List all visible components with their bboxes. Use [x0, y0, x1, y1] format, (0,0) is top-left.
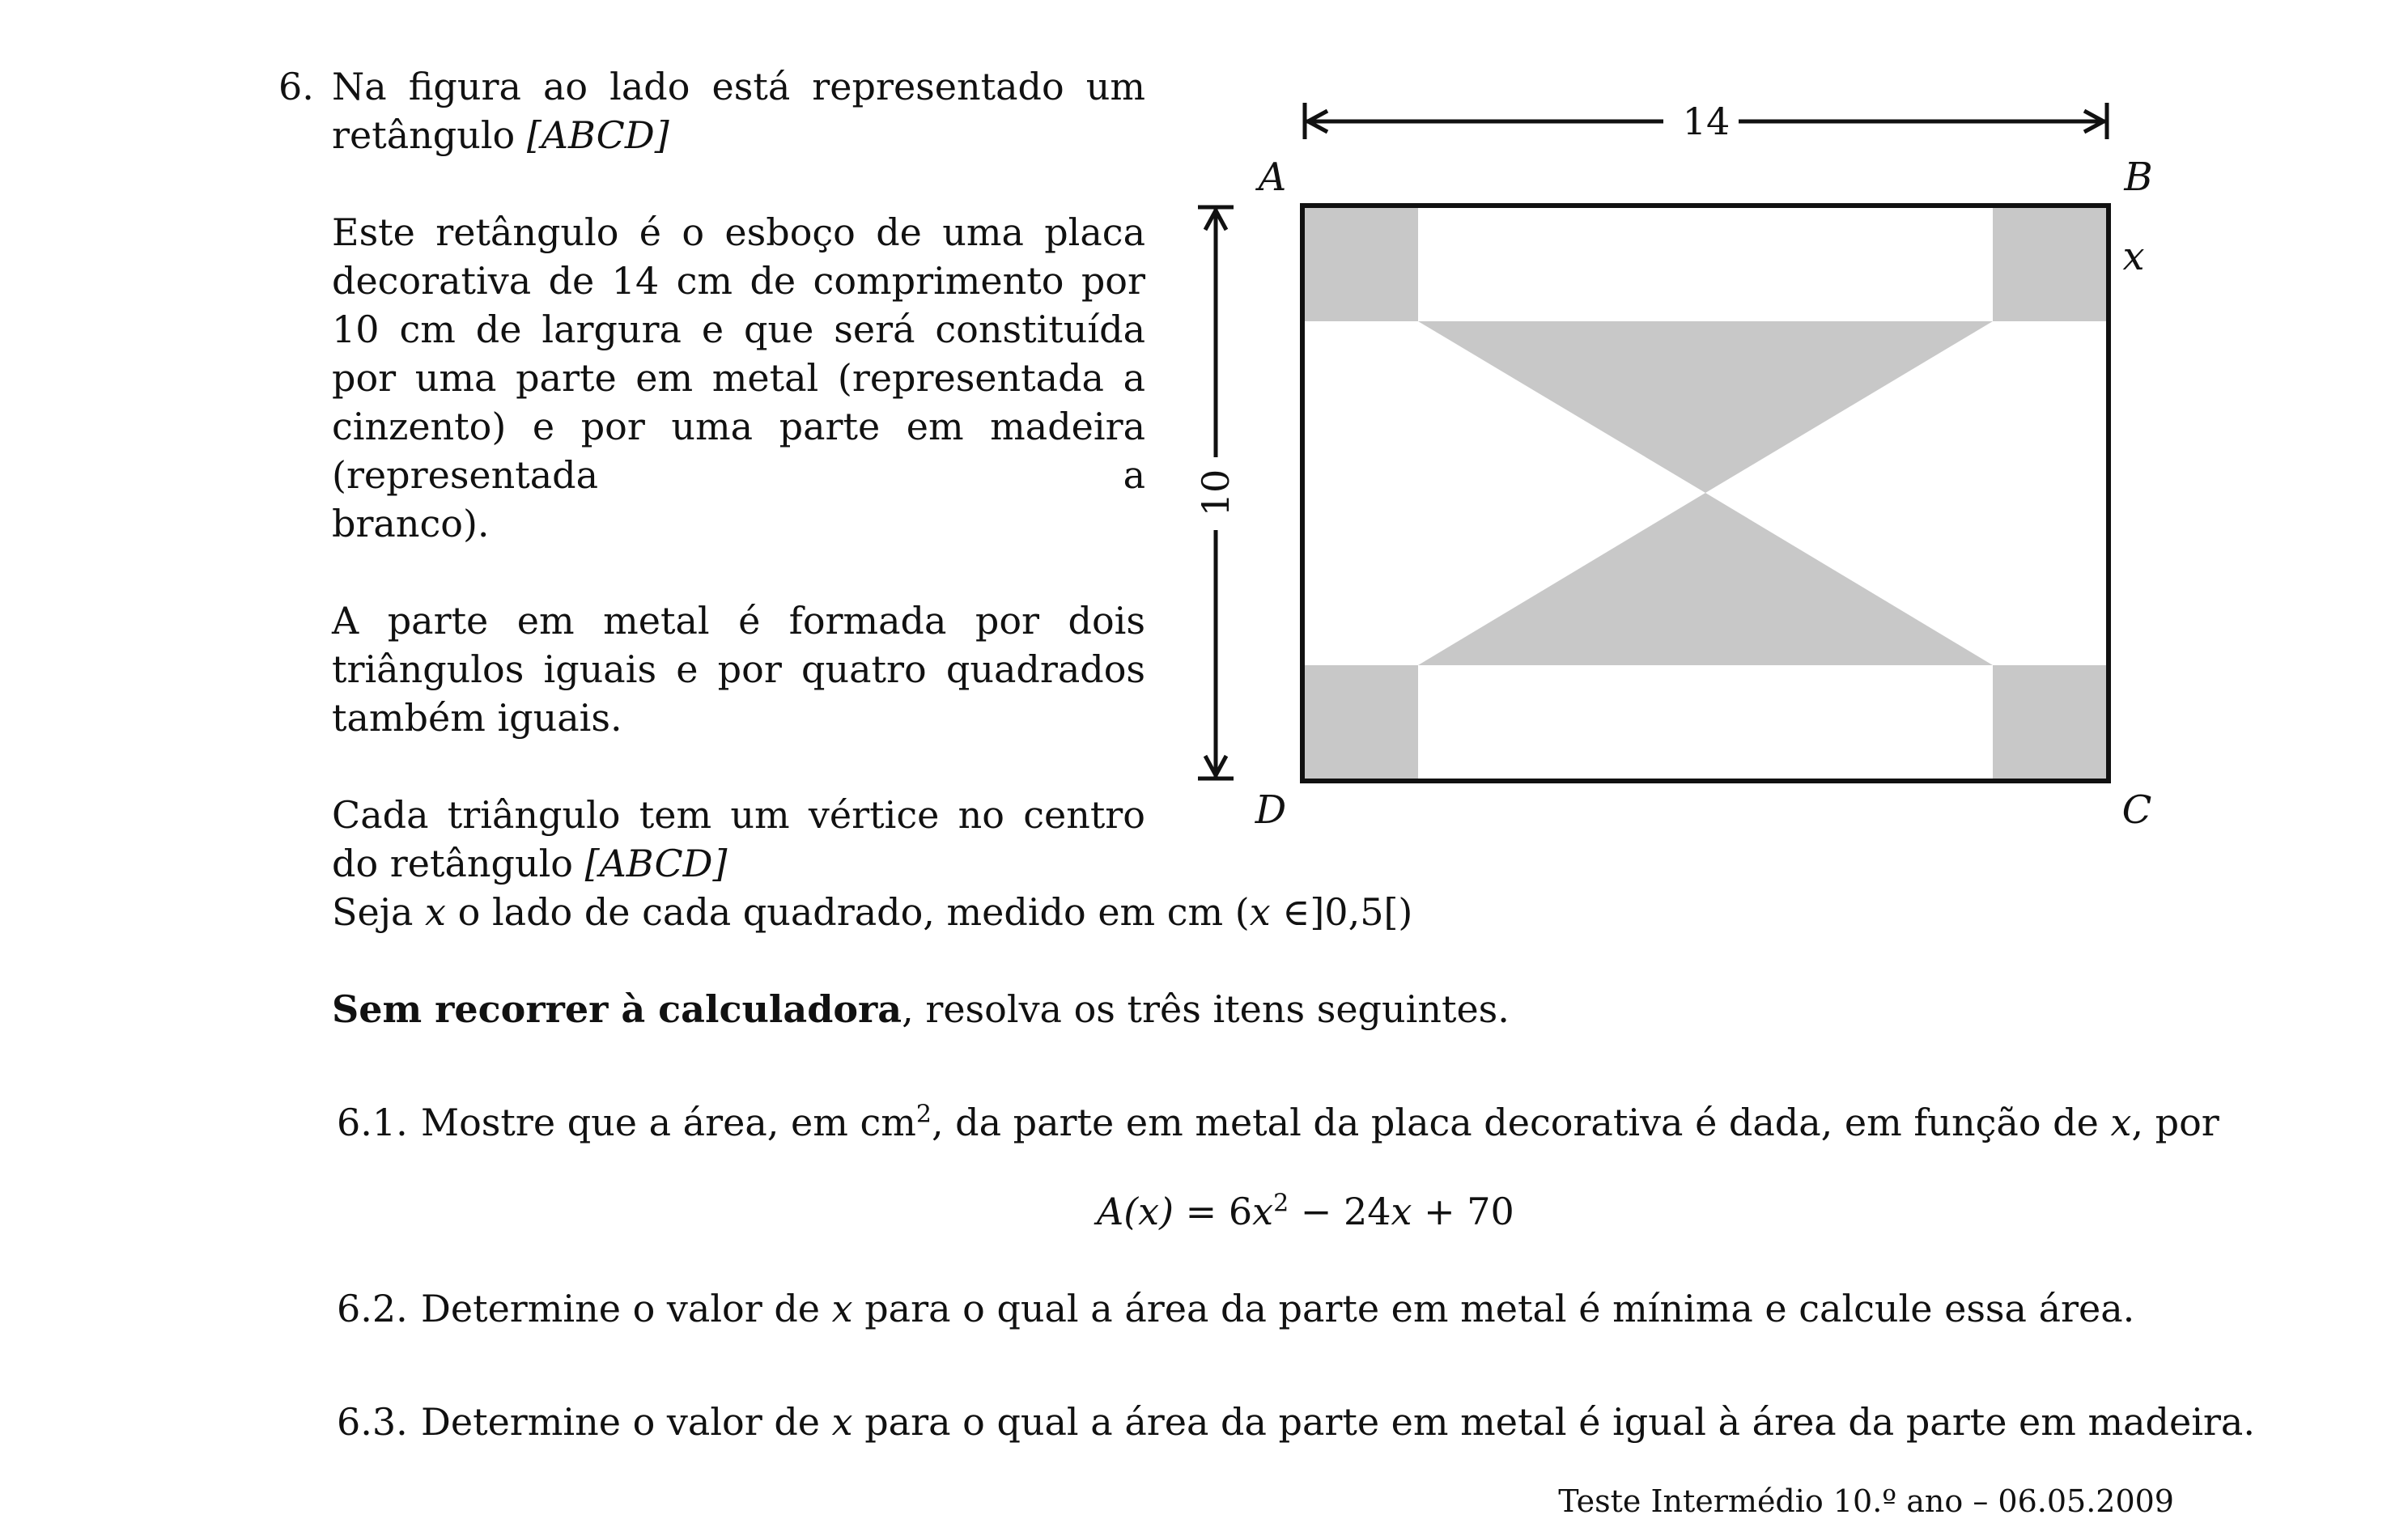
instruction-rest: , resolva os três itens seguintes.: [902, 987, 1510, 1031]
para4-line-1: Cada triângulo tem um vértice no centro: [332, 793, 1145, 837]
item-6-3-number: 6.3.: [337, 1400, 408, 1444]
rectangle-abcd-math: [ABCD]: [526, 113, 669, 157]
formula-rest-1: − 24: [1289, 1190, 1391, 1233]
intro-line-1: Na figura ao lado está representado um: [332, 65, 1145, 108]
formula-eq: = 6: [1174, 1190, 1253, 1233]
page-footer: Teste Intermédio 10.º ano – 06.05.2009: [1558, 1483, 2174, 1519]
item-6-2-text-end: para o qual a área da parte em metal é mínima e calcule essa área.: [852, 1287, 2135, 1330]
para3-line-2: triângulos iguais e por quatro quadrados: [332, 647, 1145, 691]
metal-square-top-left: [1302, 206, 1418, 321]
square-side-label: x: [2122, 234, 2145, 279]
formula-x1: x: [1252, 1190, 1274, 1233]
seja-text-pre: Seja: [332, 890, 426, 934]
para2-line-4: parte em metal (representada a cinzento) e: [332, 356, 1146, 448]
item-6-3-var: x: [831, 1400, 853, 1444]
para3-line-1: A parte em metal é formada por dois: [332, 599, 1145, 643]
area-formula: [1097, 1187, 1514, 1236]
metal-triangle-bottom: [1418, 493, 1993, 665]
item-6-1-text-mid: , da parte em metal da placa decorativa é dada, em função de: [931, 1101, 2111, 1144]
para2-line-6: branco).: [332, 502, 490, 545]
item-6-3-text: [421, 1398, 2255, 1446]
formula-x2: x: [1391, 1190, 1412, 1233]
metal-parts: [1302, 206, 2109, 781]
metal-triangle-top: [1418, 321, 1993, 493]
para2-line-5: por uma parte em madeira (representada a: [332, 405, 1146, 497]
intro-line-2-text: retângulo: [332, 113, 527, 157]
instruction-line: [332, 985, 1510, 1033]
item-6-2-text-pre: Determine o valor de: [421, 1287, 832, 1330]
metal-square-bottom-right: [1993, 665, 2109, 781]
item-6-1-var: x: [2110, 1101, 2132, 1144]
seja-var-2: x: [1249, 890, 1271, 934]
para2-line-3: cm de largura e que será constituída por uma: [332, 308, 1145, 400]
formula-lhs: A(x): [1097, 1190, 1174, 1233]
item-6-2-number: 6.2.: [337, 1287, 408, 1330]
vertex-b-label: B: [2124, 155, 2153, 200]
para3-line-3: também iguais.: [332, 696, 622, 740]
item-6-1-superscript: 2: [915, 1100, 932, 1129]
width-label: 14: [1682, 100, 1731, 143]
metal-square-bottom-left: [1302, 665, 1418, 781]
vertex-d-label: D: [1255, 787, 1287, 833]
question-number: 6.: [278, 65, 314, 108]
item-6-1-text-pre: Mostre que a área, em cm: [421, 1101, 916, 1144]
item-6-1-text-end: , por: [2131, 1101, 2219, 1144]
instruction-bold: Sem recorrer à calculadora: [332, 987, 902, 1031]
item-6-2-text: [421, 1284, 2134, 1333]
para2-line-1: Este retângulo é o esboço de uma placa: [332, 210, 1145, 254]
item-6-1-text: [421, 1098, 2219, 1147]
seja-var: x: [425, 890, 446, 934]
seja-text-mid: o lado de cada quadrado, medido em cm (: [446, 890, 1250, 934]
item-6-3-text-pre: Determine o valor de: [421, 1400, 832, 1444]
item-6-1-number: 6.1.: [337, 1101, 408, 1144]
item-6-2-var: x: [831, 1287, 853, 1330]
rectangle-abcd-math-2: [ABCD]: [584, 842, 728, 885]
height-label: 10: [1194, 469, 1238, 517]
para2-line-2: decorativa de 14 cm de comprimento por 10: [332, 259, 1145, 351]
vertex-c-label: C: [2121, 787, 2152, 833]
formula-superscript: 2: [1273, 1189, 1289, 1218]
seja-text-end: ∈]0,5[): [1270, 890, 1413, 934]
para4-line-2-text: do retângulo: [332, 842, 585, 885]
formula-rest-2: + 70: [1412, 1190, 1514, 1233]
variable-definition: [332, 888, 1412, 936]
metal-square-top-right: [1993, 206, 2109, 321]
vertex-a-label: A: [1258, 155, 1287, 200]
item-6-3-text-end: para o qual a área da parte em metal é igual à área da parte em madeira.: [852, 1400, 2255, 1444]
